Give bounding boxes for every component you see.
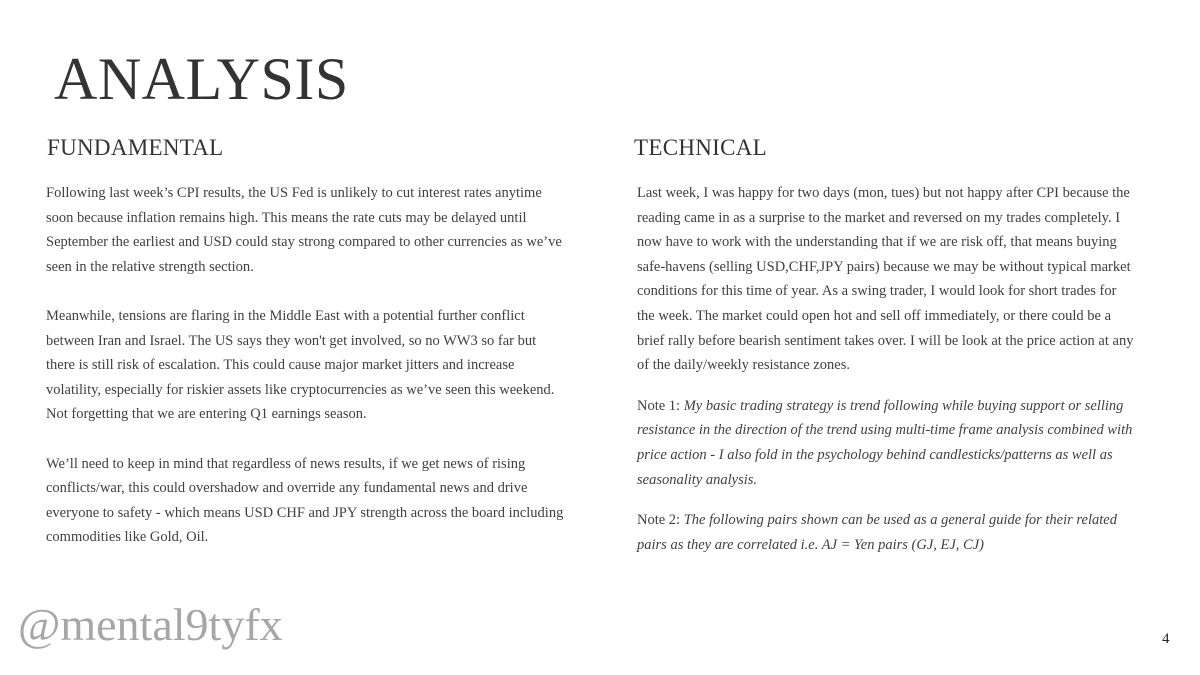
note-2-text: The following pairs shown can be used as a general guide for their related pairs as they are correlated i.e. AJ = Yen pairs (GJ, EJ, CJ)	[637, 512, 1117, 553]
technical-column	[637, 181, 1137, 582]
fundamental-paragraph-middle-east: Meanwhile, tensions are flaring in the Middle East with a potential further conflict between Iran and Israel. The US says they won't get involved, so no WW3 so far but there is still risk of escalation. This could cause major market jitters and increase volatility, especially for riskier assets like cryptocurrencies as we’ve seen this weekend. Not forgetting that we are entering Q1 earnings season.	[46, 307, 555, 423]
note-1-text: My basic trading strategy is trend following while buying support or selling resistance in the direction of the trend using multi-time frame analysis combined with price action - I also fold in the psychology behind candlesticks/patterns as well as seasonality analysis.	[637, 397, 1133, 488]
fundamental-heading: FUNDAMENTAL	[47, 135, 224, 160]
technical-note-1	[637, 394, 1137, 492]
technical-paragraph: Last week, I was happy for two days (mon, tues) but not happy after CPI because the reading came in as a surprise to the market and reversed on my trades completely. I now have to work with the understanding that if we are risk off, that means buying safe-havens (selling USD,CHF,JPY pairs) because we may be without typical market conditions for this time of year. As a swing trader, I would look for short trades for the week. The market could open hot and sell off immediately, or there could be a brief rally before bearish sentiment takes over. I will be look at the price action at any of the daily/weekly resistance zones.	[637, 185, 1134, 374]
technical-heading: TECHNICAL	[634, 135, 768, 160]
note-1-label: Note 1:	[637, 397, 684, 414]
fundamental-paragraph-cpi: Following last week’s CPI results, the US Fed is unlikely to cut interest rates anytime soon because inflation remains high. This means the rate cuts may be delayed until September the earliest and USD could stay strong compared to other currencies as we’ve seen in the relative strength section.	[46, 185, 562, 275]
slide-title: ANALYSIS	[54, 46, 349, 112]
technical-note-2	[637, 508, 1137, 557]
author-watermark: @mental9tyfx	[18, 599, 283, 650]
page-number: 4	[1162, 631, 1170, 647]
note-2-label: Note 2:	[637, 512, 684, 529]
fundamental-column	[46, 181, 566, 575]
fundamental-paragraph-safety: We’ll need to keep in mind that regardless of news results, if we get news of rising conflicts/war, this could overshadow and override any fundamental news and drive everyone to safety - which means USD CHF and JPY strength across the board including commodities like Gold, Oil.	[46, 455, 564, 546]
